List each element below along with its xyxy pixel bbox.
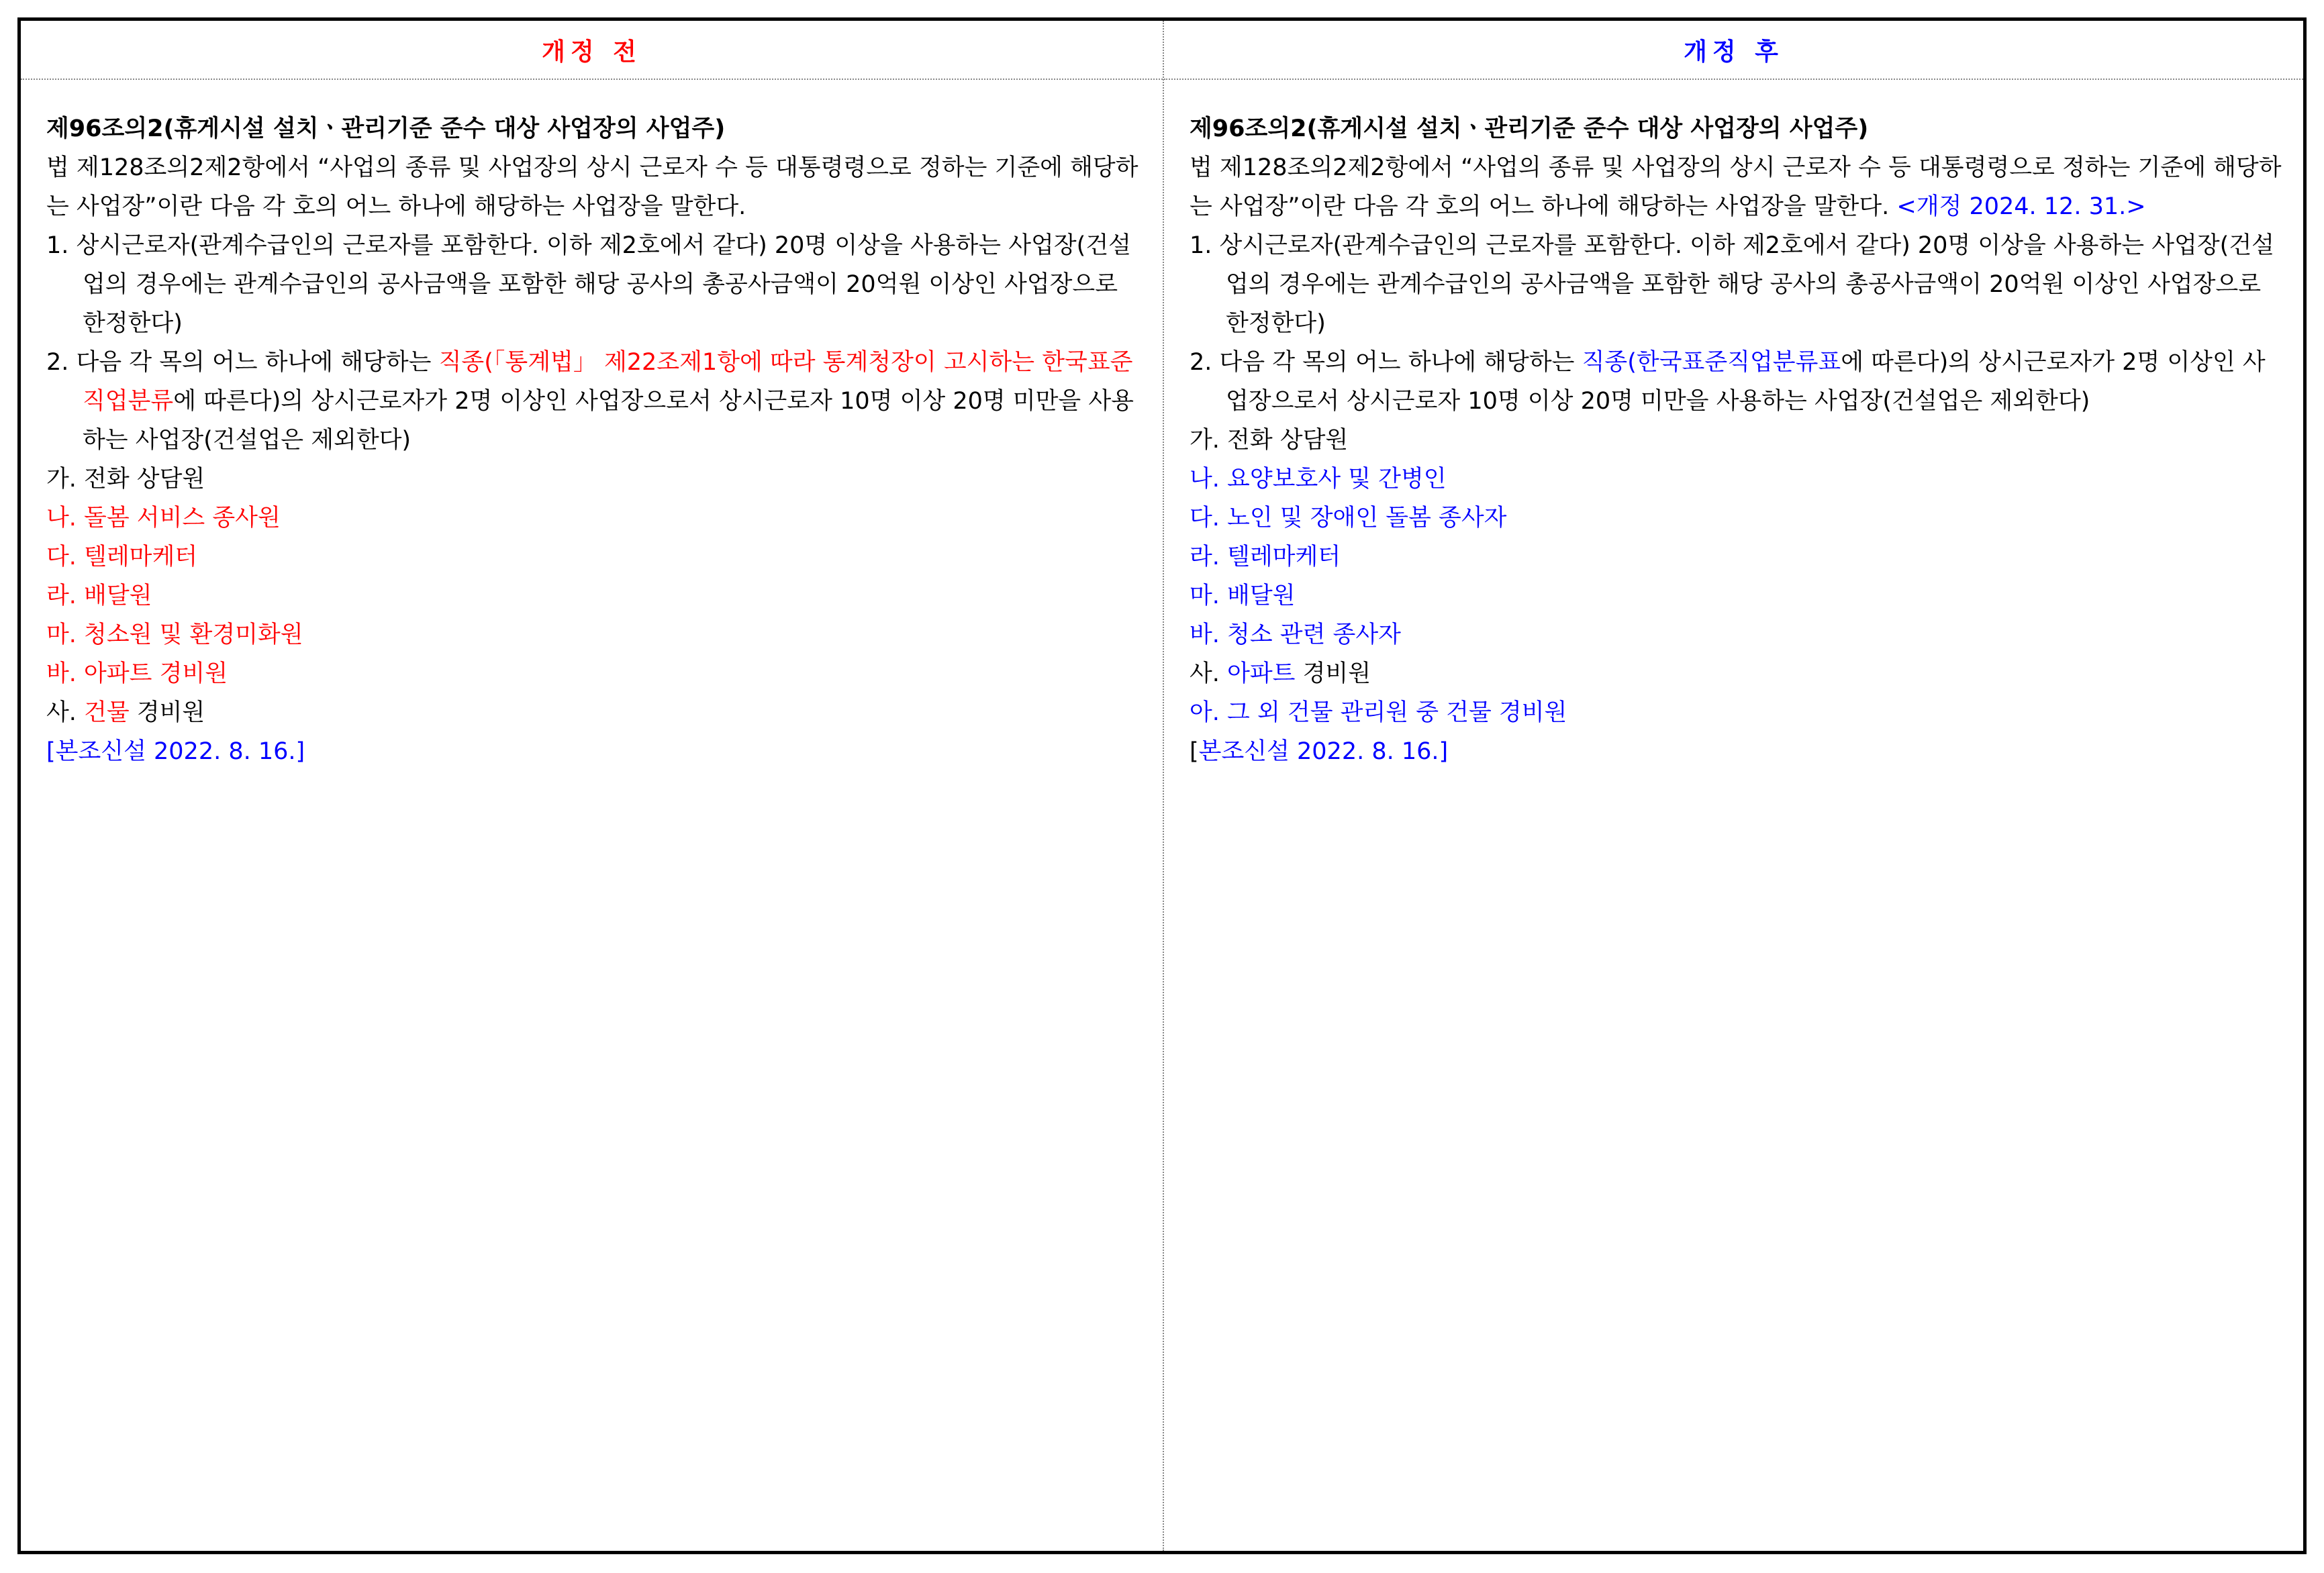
comparison-table [17,17,2307,1554]
before-header: 개정 전 [21,21,1163,80]
item-1: 1. 상시근로자(관계수급인의 근로자를 포함한다. 이하 제2호에서 같다) 20명 이상을 사용하는 사업장(건설업의 경우에는 관계수급인의 공사금액을 포함한 해당 공사의 총공사금액이 20억원 이상인 사업장으로 한정한다) [46,232,1131,337]
sub-item-ga: 가. 전화 상담원 [1190,427,1349,454]
sub-item-ma: 마. 배달원 [1190,582,1296,609]
amendment-note: <개정 2024. 12. 31.> [1896,193,2146,220]
after-column [1164,21,2303,1551]
before-body [21,80,1163,771]
item-2-changed-text: 직종(「통계법」 제22조제1항에 따라 통계청장이 고시하는 한국표준직업분류 [83,349,1133,415]
sub-item-sa-lead: 사. [46,699,85,726]
article-title: 제96조의2(휴게시설 설치ㆍ관리기준 준수 대상 사업장의 사업주) [46,115,726,142]
sub-item-ba: 바. 아파트 경비원 [46,660,228,687]
item-2 [1190,343,2283,421]
sub-item-na: 나. 요양보호사 및 간병인 [1190,466,1447,493]
enactment-note-bracket: [ [1190,738,1199,765]
sub-item-a: 아. 그 외 건물 관리원 중 건물 경비원 [1190,699,1567,726]
article-title: 제96조의2(휴게시설 설치ㆍ관리기준 준수 대상 사업장의 사업주) [1190,115,1869,142]
sub-item-na: 나. 돌봄 서비스 종사원 [46,505,281,531]
sub-item-ma: 마. 청소원 및 환경미화원 [46,621,303,648]
sub-item-da: 다. 노인 및 장애인 돌봄 종사자 [1190,505,1507,531]
after-body [1164,80,2303,771]
article-intro: 법 제128조의2제2항에서 “사업의 종류 및 사업장의 상시 근로자 수 등 대통령령으로 정하는 기준에 해당하는 사업장”이란 다음 각 호의 어느 하나에 해당하는 사업장을 말한다. [46,154,1139,220]
sub-item-da: 다. 텔레마케터 [46,544,198,570]
item-1: 1. 상시근로자(관계수급인의 근로자를 포함한다. 이하 제2호에서 같다) 20명 이상을 사용하는 사업장(건설업의 경우에는 관계수급인의 공사금액을 포함한 해당 공사의 총공사금액이 20억원 이상인 사업장으로 한정한다) [1190,232,2274,337]
enactment-note: [본조신설 2022. 8. 16.] [46,738,305,765]
sub-item-sa-changed: 아파트 [1227,660,1296,687]
sub-item-ba: 바. 청소 관련 종사자 [1190,621,1401,648]
sub-item-ra: 라. 텔레마케터 [1190,544,1341,570]
sub-item-sa-rest: 경비원 [1295,660,1371,687]
item-2-changed-text: 직종(한국표준직업분류표 [1582,349,1841,376]
sub-item-sa-lead: 사. [1190,660,1228,687]
enactment-note-text: 본조신설 2022. 8. 16.] [1198,738,1449,765]
sub-item-sa [1190,654,2283,693]
enactment-note [1190,732,2283,771]
article-intro-text: 법 제128조의2제2항에서 “사업의 종류 및 사업장의 상시 근로자 수 등 대통령령으로 정하는 기준에 해당하는 사업장”이란 다음 각 호의 어느 하나에 해당하는 사업장을 말한다. [1190,154,2282,220]
sub-item-sa [46,693,1143,732]
sub-item-sa-rest: 경비원 [129,699,205,726]
before-column [21,21,1164,1551]
item-2-lead: 2. 다음 각 목의 어느 하나에 해당하는 [46,349,439,376]
item-2-rest: 에 따른다)의 상시근로자가 2명 이상인 사업장으로서 상시근로자 10명 이상 20명 미만을 사용하는 사업장(건설업은 제외한다) [83,388,1134,454]
sub-item-ra: 라. 배달원 [46,582,152,609]
article-intro [1190,148,2283,226]
item-2-lead: 2. 다음 각 목의 어느 하나에 해당하는 [1190,349,1582,376]
after-header: 개정 후 [1164,21,2303,80]
item-2-rest: 에 따른다)의 상시근로자가 2명 이상인 사업장으로서 상시근로자 10명 이상 20명 미만을 사용하는 사업장(건설업은 제외한다) [1226,349,2266,415]
item-2 [46,343,1143,460]
sub-item-ga: 가. 전화 상담원 [46,466,205,493]
sub-item-sa-changed: 건물 [84,699,130,726]
